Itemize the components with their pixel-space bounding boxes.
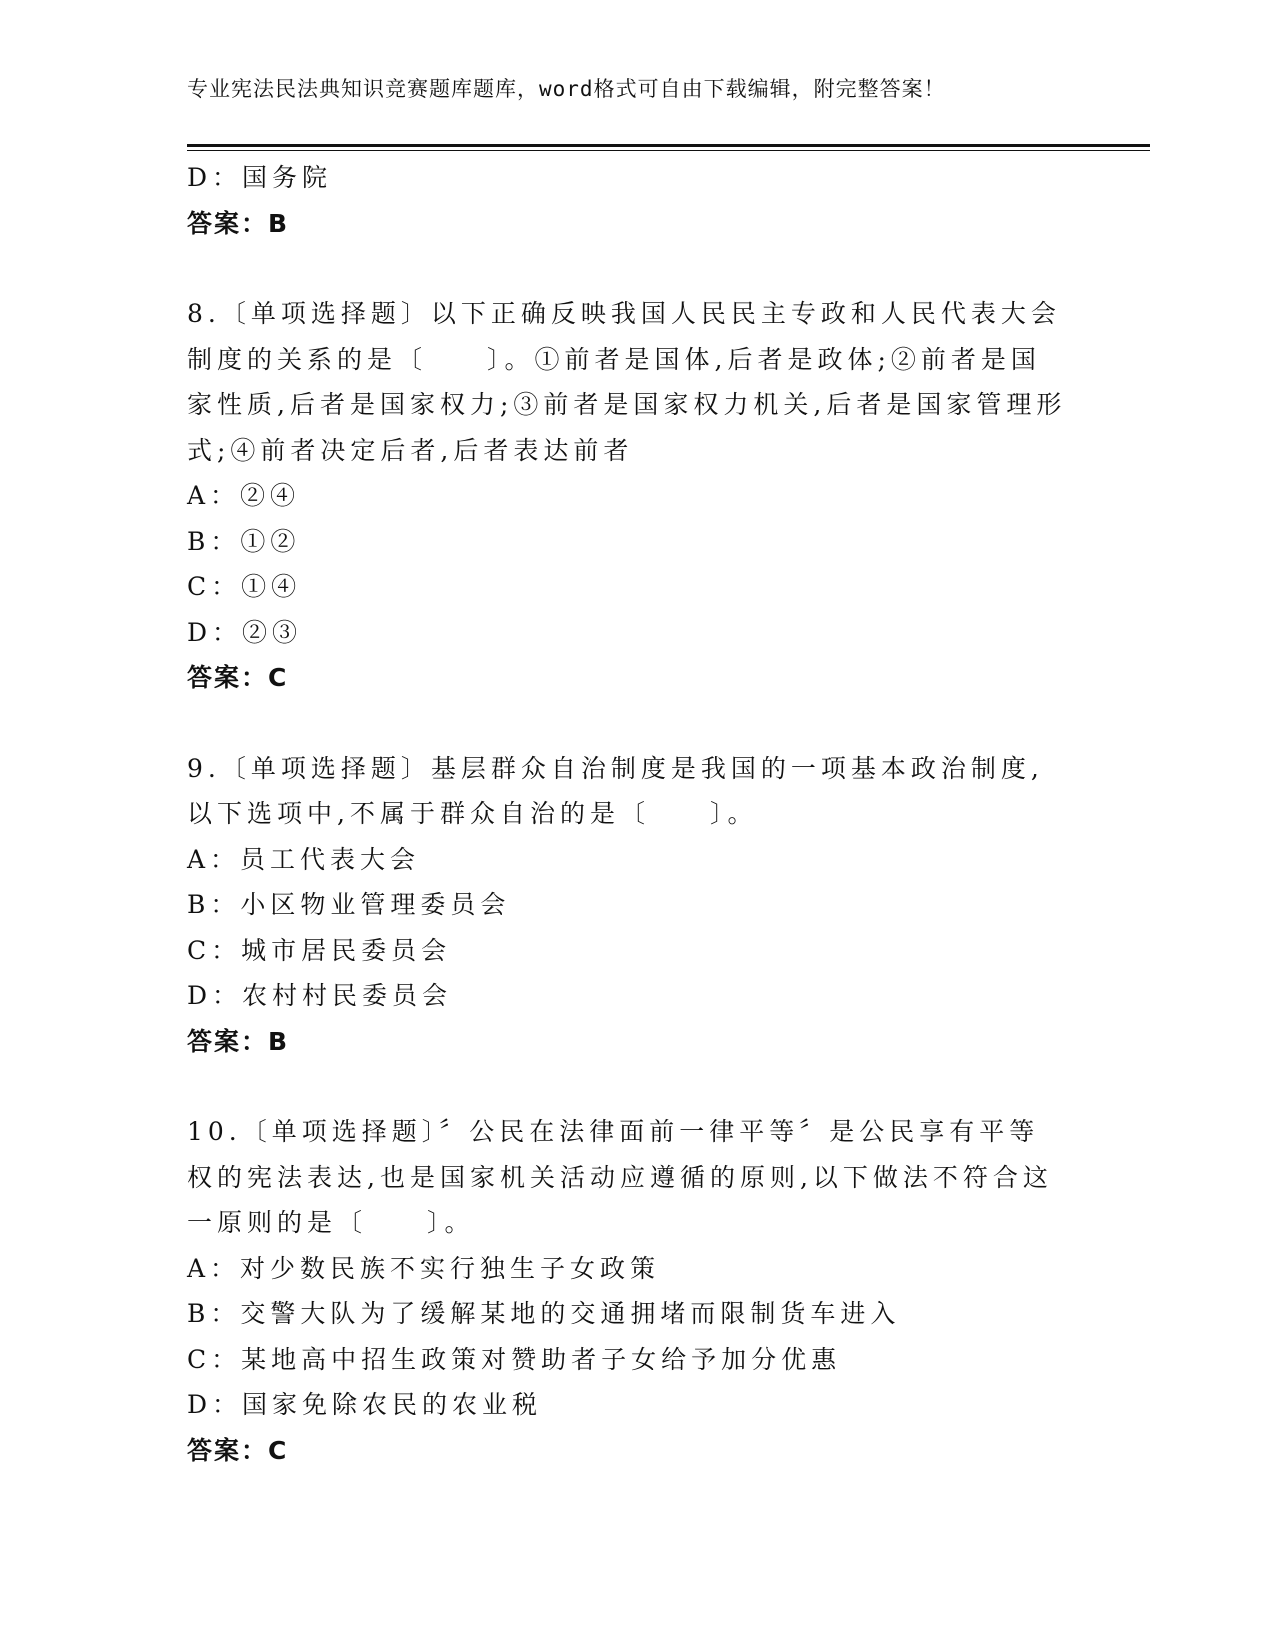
header-rule-thick [187,144,1150,147]
spacer [187,701,1087,746]
q8-option-c: C：①④ [187,572,302,601]
q7-option-d: D：国务院 [187,163,333,192]
question-list [187,155,1087,1473]
q8-answer: 答案：C [187,663,289,692]
q9-option-a: A：员工代表大会 [187,844,421,874]
q9-option-b: B：小区物业管理委员会 [187,890,511,919]
q10-option-c: C：某地高中招生政策对赞助者子女给予加分优惠 [187,1344,842,1374]
q9-option-c: C：城市居民委员会 [187,935,452,965]
q7-answer: 答案：B [187,208,290,238]
spacer [187,1064,1087,1109]
q10-answer: 答案：C [187,1435,289,1465]
q10-option-a: A：对少数民族不实行独生子女政策 [187,1253,661,1283]
q8-text: 8.〔单项选择题〕以下正确反映我国人民民主专政和人民代表大会制度的关系的是〔 〕。①前者是国体,后者是政体;②前者是国家性质,后者是国家权力;③前者是国家权力机关,后者是国家管理形式;④前者决定后者,后者表达前者 [187,299,1067,465]
page-header: 专业宪法民法典知识竞赛题库题库，word格式可自由下载编辑，附完整答案！ [187,77,946,101]
q10-option-b: B：交警大队为了缓解某地的交通拥堵而限制货车进入 [187,1299,901,1328]
q10-text: 10.〔单项选择题〕〞公民在法律面前一律平等〞是公民享有平等权的宪法表达,也是国家机关活动应遵循的原则,以下做法不符合这一原则的是〔 〕。 [187,1117,1053,1237]
header-rule-thin [187,150,1150,151]
q8-option-d: D：②③ [187,617,303,647]
q8-option-a: A：②④ [187,481,301,510]
q10-option-d: D：国家免除农民的农业税 [187,1390,543,1419]
q8-option-b: B：①② [187,526,301,556]
q9-answer: 答案：B [187,1026,290,1056]
q9-text: 9.〔单项选择题〕基层群众自治制度是我国的一项基本政治制度,以下选项中,不属于群众自治的是〔 〕。 [187,753,1044,828]
q9-option-d: D：农村村民委员会 [187,981,453,1010]
spacer [187,246,1087,291]
